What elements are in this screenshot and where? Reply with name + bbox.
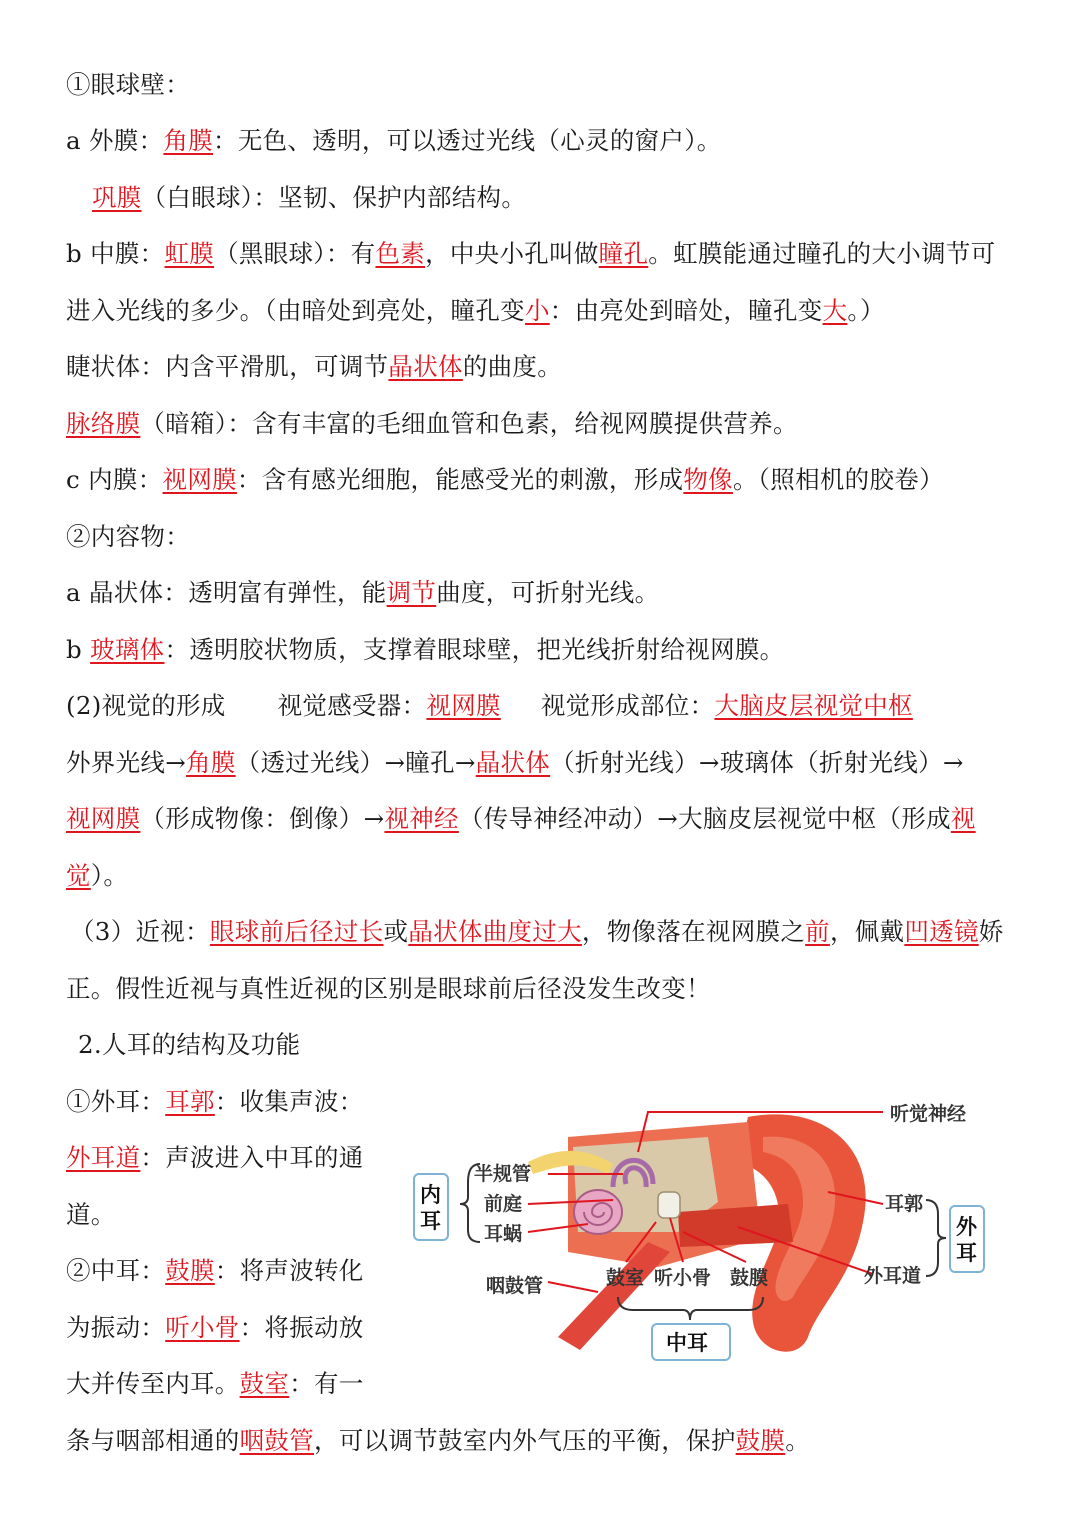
myopia-line: （3）近视：眼球前后径过长或晶状体曲度过大，物像落在视网膜之前，佩戴凹透镜娇 [70, 917, 1004, 946]
lens-line: a 晶状体：透明富有弹性，能调节曲度，可折射光线。 [66, 578, 660, 607]
term-big: 大 [822, 296, 848, 325]
label-inner-ear-1: 内耳 [420, 1183, 441, 1233]
vitreous-line: b 玻璃体：透明胶状物质，支撑着眼球壁，把光线折射给视网膜。 [66, 635, 785, 664]
label-ear-canal: 外耳道 [864, 1265, 922, 1287]
ear-canal-line-2: 道。 [66, 1200, 116, 1229]
outer-ear-bracket [926, 1200, 946, 1276]
ear-canal-line: 外耳道：声波进入中耳的通 [66, 1143, 364, 1172]
label-tympanic-cavity: 鼓室 [606, 1267, 645, 1289]
term-visual-center: 大脑皮层视觉中枢 [714, 691, 913, 720]
pathway-line-1: 外界光线→角膜（透过光线）→瞳孔→晶状体（折射光线）→玻璃体（折射光线）→ [66, 748, 964, 777]
term-pupil: 瞳孔 [598, 239, 649, 268]
myopia-line-2: 正。假性近视与真性近视的区别是眼球前后径没发生改变！ [66, 974, 711, 1003]
term-cornea: 角膜 [163, 126, 214, 155]
term-iris: 虹膜 [164, 239, 215, 268]
label-semicircular-canals: 半规管 [474, 1163, 532, 1185]
term-adjust: 调节 [386, 578, 437, 607]
ear-heading: 2.人耳的结构及功能 [78, 1030, 301, 1059]
ossicles-line: 为振动：听小骨：将振动放 [66, 1313, 364, 1342]
term-pigment: 色素 [375, 239, 426, 268]
ossicles-shape [658, 1192, 680, 1218]
eye-wall-heading: ①眼球壁： [66, 70, 190, 99]
term-image: 物像 [683, 465, 733, 494]
pupil-change-line: 进入光线的多少。（由暗处到亮处，瞳孔变小：由亮处到暗处，瞳孔变大。） [66, 296, 885, 325]
label-eustachian-tube: 咽鼓管 [486, 1275, 544, 1297]
term-lens: 晶状体 [388, 352, 463, 381]
eustachian-line: 条与咽部相通的咽鼓管，可以调节鼓室内外气压的平衡，保护鼓膜。 [66, 1426, 811, 1455]
choroid-line: 脉络膜（暗箱）：含有丰富的毛细血管和色素，给视网膜提供营养。 [66, 409, 798, 438]
pathway-line-2: 视网膜（形成物像：倒像）→视神经（传导神经冲动）→大脑皮层视觉中枢（形成视 [66, 804, 976, 833]
tympanic-line: 大并传至内耳。鼓室：有一 [66, 1369, 364, 1398]
label-auricle: 耳郭 [885, 1193, 924, 1215]
term-retina: 视网膜 [162, 465, 237, 494]
label-auditory-nerve: 听觉神经 [890, 1103, 967, 1125]
term-vitreous: 玻璃体 [90, 635, 165, 664]
label-cochlea: 耳蜗 [484, 1223, 523, 1245]
label-ossicles: 听小骨 [654, 1267, 712, 1289]
label-outer-ear: 外耳 [956, 1215, 977, 1265]
contents-heading: ②内容物： [66, 522, 190, 551]
vision-formation-line: (2)视觉的形成 视觉感受器：视网膜 视觉形成部位：大脑皮层视觉中枢 [66, 691, 913, 720]
middle-ear-bracket [618, 1297, 763, 1320]
term-small: 小 [524, 296, 550, 325]
term-receptor: 视网膜 [426, 691, 501, 720]
pathway-line-3: 觉）。 [66, 861, 129, 890]
term-sclera: 巩膜 [92, 183, 142, 212]
cochlea-shape [574, 1190, 622, 1234]
ciliary-line: 睫状体：内含平滑肌，可调节晶状体的曲度。 [66, 352, 563, 381]
ear-structure-diagram [408, 1092, 998, 1382]
sclera-line: 巩膜（白眼球）：坚韧、保护内部结构。 [92, 183, 527, 212]
inner-membrane-line: c 内膜：视网膜：含有感光细胞，能感受光的刺激，形成物像。（照相机的胶卷） [66, 465, 944, 494]
label-vestibule: 前庭 [484, 1193, 523, 1215]
outer-membrane-line: a 外膜：角膜：无色、透明，可以透过光线（心灵的窗户）。 [66, 126, 722, 155]
eustachian-leader-line [548, 1282, 598, 1292]
outer-ear-line: ①外耳：耳郭：收集声波： [66, 1087, 364, 1116]
middle-membrane-line: b 中膜：虹膜（黑眼球）：有色素，中央小孔叫做瞳孔。虹膜能通过瞳孔的大小调节可 [66, 239, 996, 268]
label-eardrum: 鼓膜 [730, 1267, 769, 1289]
label-middle-ear: 中耳 [666, 1331, 708, 1355]
middle-ear-line: ②中耳：鼓膜：将声波转化 [66, 1256, 364, 1285]
term-choroid: 脉络膜 [66, 409, 141, 438]
